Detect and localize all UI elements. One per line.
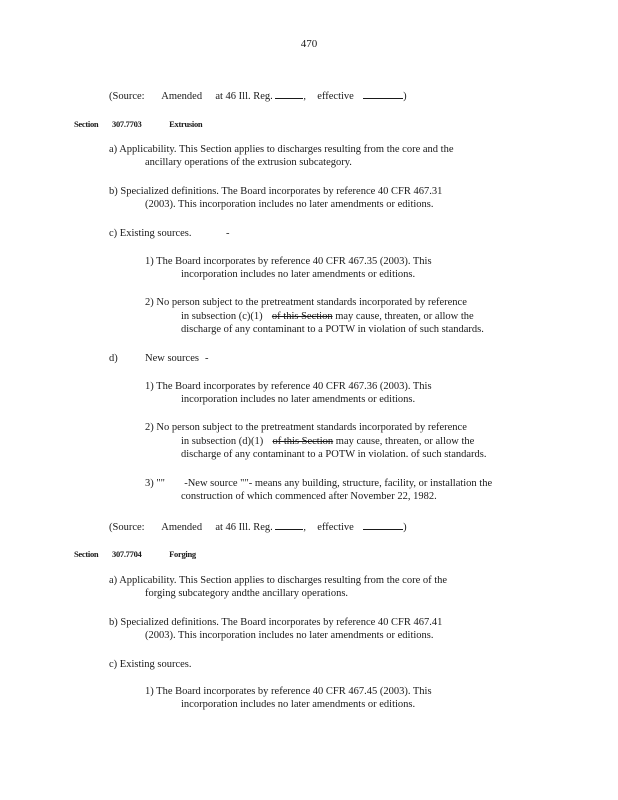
item-d2-line2: in subsection (d)(1) of this Section may cause, threaten, or allow the xyxy=(181,436,475,447)
source-note: (Source: Amended at 46 Ill. Reg. , effective ) xyxy=(109,91,407,102)
subsection-a-line2: forging subcategory andthe ancillary operations. xyxy=(145,588,349,599)
subsection-b-line2: (2003). This incorporation includes no later amendments or editions. xyxy=(145,630,434,641)
subsection-d-text: New sources xyxy=(145,353,199,364)
subsection-b-line2: (2003). This incorporation includes no later amendments or editions. xyxy=(145,199,434,210)
item-d3-line2: construction of which commenced after November 22, 1982. xyxy=(181,491,437,502)
item-d1-line2: incorporation includes no later amendments or editions. xyxy=(181,394,416,405)
item-c2-line2: in subsection (c)(1) of this Section may cause, threaten, or allow the xyxy=(181,311,474,322)
item-c2-line3: discharge of any contaminant to a POTW in violation of such standards. xyxy=(181,324,484,335)
subsection-c: c) Existing sources. xyxy=(109,659,192,670)
dash-mark: - xyxy=(226,228,230,239)
subsection-a-line1: a) Applicability. This Section applies to discharges resulting from the core and the xyxy=(109,144,454,155)
item-c2-line1: 2) No person subject to the pretreatment standards incorporated by reference xyxy=(145,297,467,308)
subsection-a-line2: ancillary operations of the extrusion subcategory. xyxy=(145,157,352,168)
blank-line xyxy=(275,89,303,99)
blank-line xyxy=(363,89,403,99)
source-effective: effective xyxy=(317,91,354,102)
subsection-d-label: d) xyxy=(109,353,118,364)
section-heading-forging: Section 307.7704 Forging xyxy=(74,549,196,559)
item-d3-line1: 3) "" -New source ""- means any building, structure, facility, or installation the xyxy=(145,478,493,489)
source-at: at 46 Ill. Reg. xyxy=(215,91,273,102)
source-prefix: (Source: xyxy=(109,91,145,102)
item-c1-line1: 1) The Board incorporates by reference 40 CFR 467.35 (2003). This xyxy=(145,256,432,267)
item-d2-line3: discharge of any contaminant to a POTW in violation. of such standards. xyxy=(181,449,487,460)
subsection-a-line1: a) Applicability. This Section applies to discharges resulting from the core of the xyxy=(109,575,448,586)
source-note: (Source: Amended at 46 Ill. Reg. , effective ) xyxy=(109,522,407,533)
item-d2-line1: 2) No person subject to the pretreatment standards incorporated by reference xyxy=(145,422,467,433)
item-c1-line2: incorporation includes no later amendments or editions. xyxy=(181,269,416,280)
item-d1-line1: 1) The Board incorporates by reference 40 CFR 467.36 (2003). This xyxy=(145,381,432,392)
item-c1-line2: incorporation includes no later amendments or editions. xyxy=(181,699,416,710)
dash-mark: - xyxy=(205,353,209,364)
item-c1-line1: 1) The Board incorporates by reference 40 CFR 467.45 (2003). This xyxy=(145,686,432,697)
struck-text: of this Section xyxy=(271,311,333,322)
blank-line xyxy=(275,520,303,530)
page-number: 470 xyxy=(300,38,318,50)
subsection-c: c) Existing sources. xyxy=(109,228,192,239)
struck-text: of this Section xyxy=(272,436,334,447)
section-heading-extrusion: Section 307.7703 Extrusion xyxy=(74,119,203,129)
blank-line xyxy=(363,520,403,530)
subsection-b-line1: b) Specialized definitions. The Board incorporates by reference 40 CFR 467.41 xyxy=(109,617,443,628)
source-amended: Amended xyxy=(161,91,203,102)
subsection-b-line1: b) Specialized definitions. The Board incorporates by reference 40 CFR 467.31 xyxy=(109,186,443,197)
